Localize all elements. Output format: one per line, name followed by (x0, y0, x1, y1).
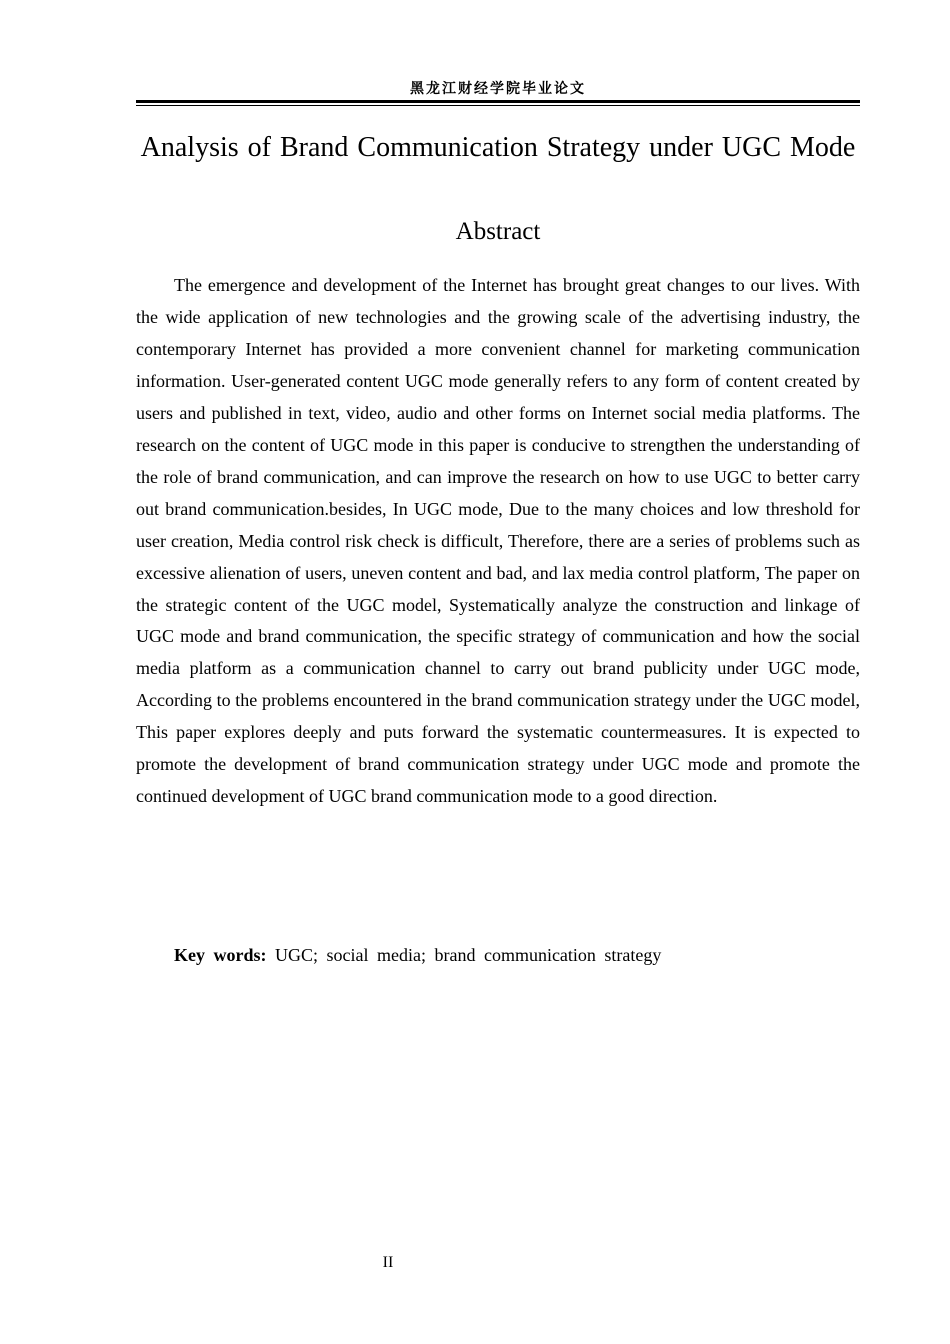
page-number: II (382, 1254, 394, 1271)
paper-title: Analysis of Brand Communication Strategy under UGC Mode (140, 132, 856, 163)
keywords-label: Key words: (174, 945, 267, 965)
abstract-heading: Abstract (455, 218, 541, 245)
keywords-line (174, 941, 860, 969)
header-rule-thin (136, 105, 860, 106)
header-rule-thick (136, 100, 860, 103)
keywords-list: UGC; social media; brand communication strategy (275, 945, 662, 965)
abstract-body: The emergence and development of the Internet has brought great changes to our lives. With the wide application of new technologies and the growing scale of the advertising industry, the contemporary Internet has provided a more convenient channel for marketing communication information. User-generated content UGC mode generally refers to any form of content created by users and published in text, video, audio and other forms on Internet social media platforms. The research on the content of UGC mode in this paper is conducive to strengthen the understanding of the role of brand communication, and can improve the research on how to use UGC to better carry out brand communication.besides, In UGC mode, Due to the many choices and low threshold for user creation, Media control risk check is difficult, Therefore, there are a series of problems such as excessive alienation of users, uneven content and bad, and lax media control platform, The paper on the strategic content of the UGC model, Systematically analyze the construction and linkage of UGC mode and brand communication, the specific strategy of communication and how the social media platform as a communication channel to carry out brand publicity under UGC mode, According to the problems encountered in the brand communication strategy under the UGC model, This paper explores deeply and puts forward the systematic countermeasures. It is expected to promote the development of brand communication strategy under UGC mode and promote the continued development of UGC brand communication mode to a good direction. (136, 275, 860, 807)
running-header: 黑龙江财经学院毕业论文 (410, 81, 586, 97)
